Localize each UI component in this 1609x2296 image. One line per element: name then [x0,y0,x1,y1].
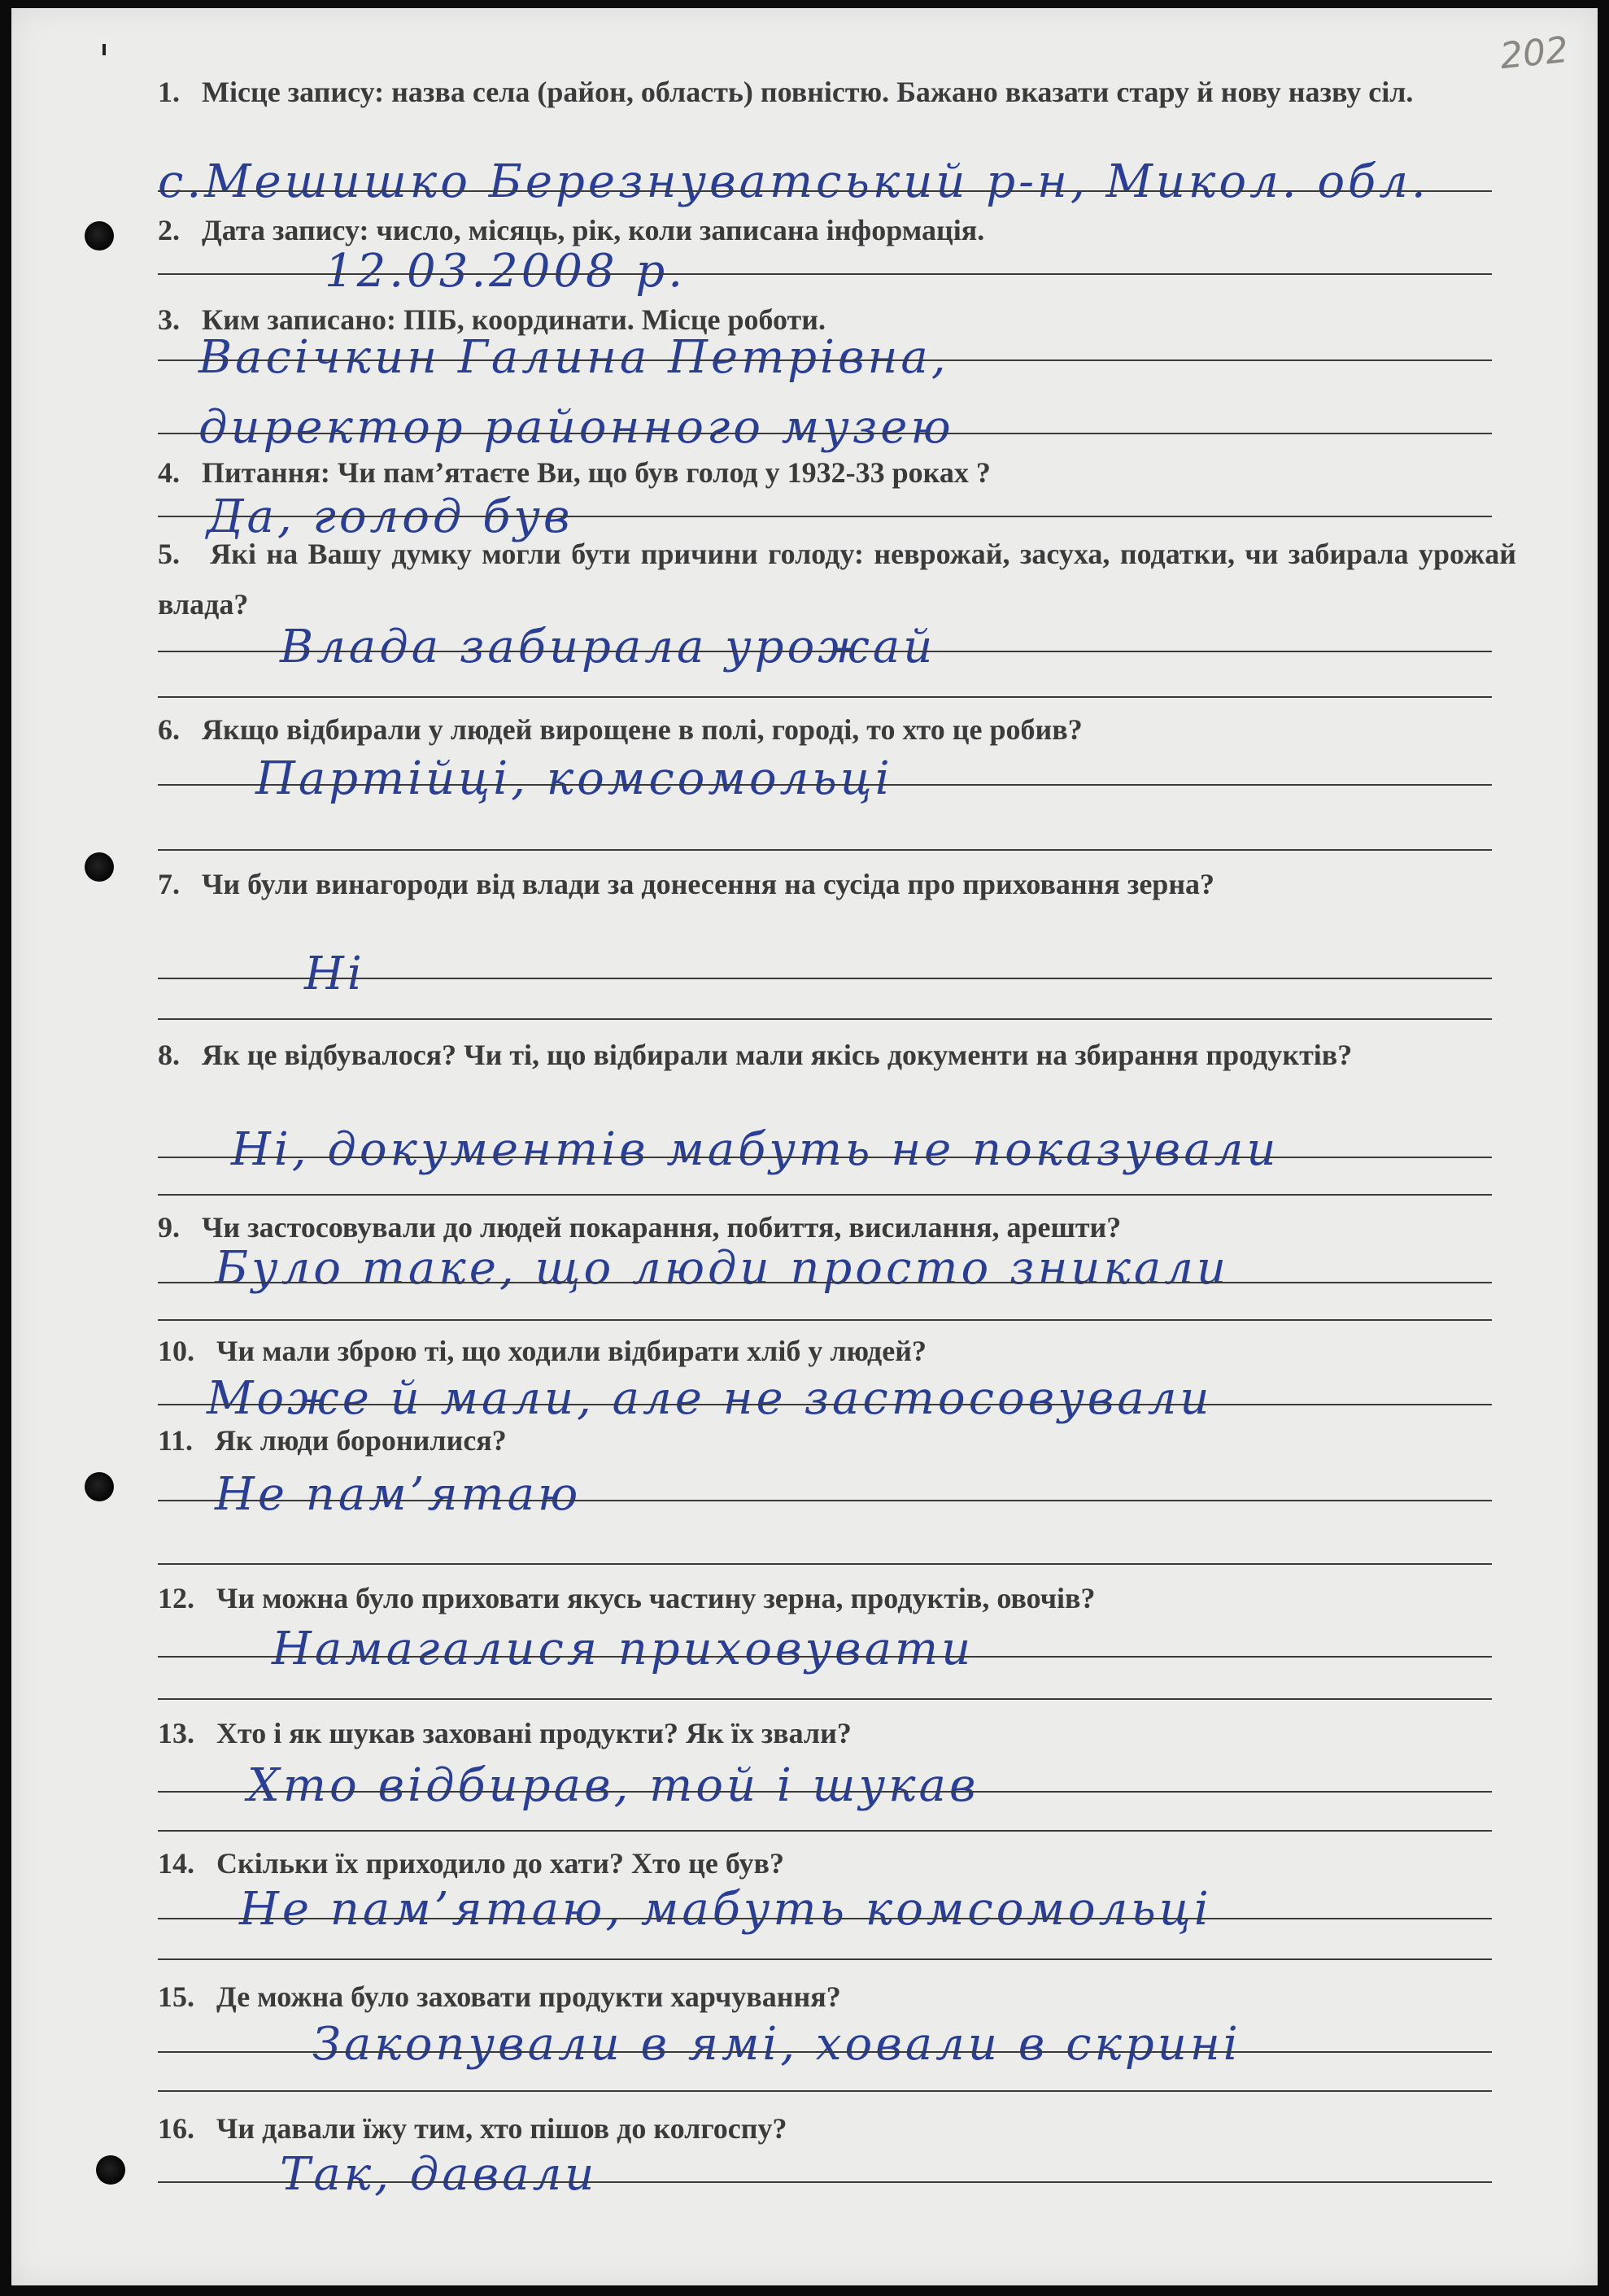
answer-line [158,1404,1492,1405]
answer-line [158,1830,1492,1832]
answer-line [158,1958,1492,1960]
answer-9: Було таке, що люди просто зникали [215,1242,1230,1295]
question-16: 16. Чи давали їжу тим, хто пішов до колгоспу? [158,2112,787,2145]
answer-14: Не пам’ятаю, мабуть комсомольці [239,1883,1212,1936]
answer-10: Може й мали, але не застосовували [207,1372,1213,1425]
answer-2: 12.03.2008 р. [325,245,687,298]
answer-line [158,1918,1492,1919]
answer-3-line-2: директор районного музею [198,401,954,454]
answer-line [158,1563,1492,1565]
question-8: 8. Як це відбувалося? Чи ті, що відбирали мали якісь документи на збирання продуктів? [158,1039,1353,1071]
question-4: 4. Питання: Чи пам’ятаєте Ви, що був голод у 1932-33 роках ? [158,456,991,489]
answer-line [158,1791,1492,1793]
answer-4: Да, голод був [207,490,573,543]
answer-line [158,1656,1492,1658]
page-number: 202 [1498,28,1571,78]
answer-line [158,696,1492,698]
answer-line [158,2181,1492,2183]
answer-line [158,1282,1492,1283]
punch-hole [85,1472,114,1501]
question-7: 7. Чи були винагороди від влади за донесення на сусіда про приховання зерна? [158,868,1215,900]
punch-hole [96,2155,125,2185]
answer-13: Хто відбирав, той і шукав [247,1759,979,1812]
answer-12: Намагалися приховувати [272,1623,975,1675]
answer-line [158,1319,1492,1321]
answer-line [158,2090,1492,2092]
answer-6: Партійці, комсомольці [255,752,893,805]
answer-line [158,1157,1492,1158]
question-15: 15. Де можна було заховати продукти харчування? [158,1980,841,2013]
answer-1: с.Мешишко Березнуватський р-н, Микол. обл. [158,155,1429,208]
answer-line [158,978,1492,979]
corner-mark [102,44,106,55]
question-3: 3. Ким записано: ПІБ, координати. Місце роботи. [158,303,826,336]
answer-line [158,651,1492,652]
answer-5: Влада забирала урожай [280,621,936,673]
answer-15: Закопували в ямі, ховали в скрині [312,2018,1241,2071]
answer-line [158,190,1492,192]
answer-line [158,1194,1492,1196]
answer-line [158,1500,1492,1501]
answer-16: Так, давали [280,2148,598,2201]
answer-8: Ні, документів мабуть не показували [231,1123,1280,1176]
answer-7: Ні [304,948,365,1000]
question-11: 11. Як люди боронилися? [158,1424,507,1457]
answer-3-line-1: Васічкин Галина Петрівна, [198,331,949,384]
question-13: 13. Хто і як шукав заховані продукти? Як їх звали? [158,1717,852,1749]
question-10: 10. Чи мали зброю ті, що ходили відбирати хліб у людей? [158,1335,927,1367]
answer-line [158,273,1492,275]
answer-line [158,1018,1492,1020]
answer-11: Не пам’ятаю [215,1468,582,1521]
question-5: 5. Які на Вашу думку могли бути причини голоду: неврожай, засуха, податки, чи забирала урожай влада? [158,538,1516,621]
answer-line [158,433,1492,434]
punch-hole [85,852,114,882]
answer-line [158,516,1492,517]
answer-line [158,849,1492,851]
question-6: 6. Якщо відбирали у людей вирощене в полі, городі, то хто це робив? [158,713,1083,746]
question-12: 12. Чи можна було приховати якусь частину зерна, продуктів, овочів? [158,1582,1096,1614]
question-1: 1. Місце запису: назва села (район, область) повністю. Бажано вказати стару й нову назву сіл. [158,76,1414,108]
question-14: 14. Скільки їх приходило до хати? Хто це був? [158,1847,784,1880]
answer-line [158,1698,1492,1700]
question-9: 9. Чи застосовували до людей покарання, побиття, висилання, арешти? [158,1211,1122,1244]
answer-line [158,784,1492,786]
questionnaire-page [11,8,1598,2285]
answer-line [158,2051,1492,2053]
question-2: 2. Дата запису: число, місяць, рік, коли записана інформація. [158,214,985,246]
answer-line [158,359,1492,361]
punch-hole [85,221,114,251]
